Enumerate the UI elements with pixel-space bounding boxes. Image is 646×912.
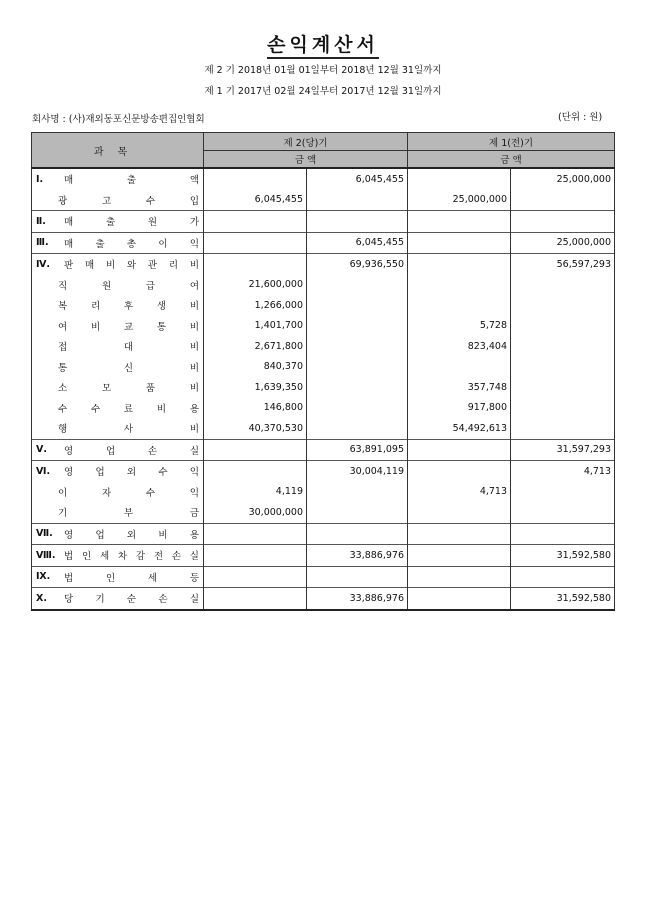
table-row <box>32 168 615 190</box>
current-total-amount <box>307 398 408 419</box>
section-number: Ⅹ. <box>36 592 47 604</box>
table-row <box>32 523 615 545</box>
current-total-amount: 6,045,455 <box>307 168 408 190</box>
account-name: 접 대 비 <box>58 342 199 354</box>
prior-total-amount: 25,000,000 <box>511 232 615 254</box>
current-total-amount <box>307 211 408 233</box>
table-row <box>32 357 615 378</box>
account-name: 광 고 수 입 <box>58 195 199 207</box>
prior-total-amount <box>511 190 615 211</box>
prior-total-amount <box>511 398 615 419</box>
section-number: Ⅷ. <box>36 549 56 561</box>
prior-detail-amount <box>408 566 511 588</box>
prior-detail-amount <box>408 439 511 461</box>
prior-total-amount: 31,592,580 <box>511 588 615 610</box>
account-name: 행 사 비 <box>58 424 199 436</box>
header-account: 과목 <box>32 133 204 169</box>
current-detail-amount <box>204 211 307 233</box>
current-total-amount <box>307 275 408 296</box>
table-row <box>32 211 615 233</box>
prior-total-amount <box>511 418 615 439</box>
income-statement-table <box>31 132 615 611</box>
prior-total-amount <box>511 502 615 523</box>
account-cell <box>32 461 204 482</box>
account-name: 영 업 외 수 익 <box>64 467 199 479</box>
prior-total-amount <box>511 566 615 588</box>
current-detail-amount: 1,639,350 <box>204 377 307 398</box>
table-row <box>32 482 615 503</box>
current-detail-amount: 1,266,000 <box>204 295 307 316</box>
current-total-amount <box>307 357 408 378</box>
current-total-amount: 69,936,550 <box>307 254 408 275</box>
prior-total-amount: 31,592,580 <box>511 545 615 567</box>
account-cell <box>32 566 204 588</box>
table-row <box>32 254 615 275</box>
table-row <box>32 566 615 588</box>
table-row <box>32 418 615 439</box>
prior-detail-amount: 357,748 <box>408 377 511 398</box>
prior-detail-amount <box>408 211 511 233</box>
prior-detail-amount <box>408 232 511 254</box>
prior-detail-amount <box>408 502 511 523</box>
prior-total-amount <box>511 336 615 357</box>
section-number: Ⅶ. <box>36 528 53 540</box>
current-detail-amount: 6,045,455 <box>204 190 307 211</box>
table-row <box>32 275 615 296</box>
current-total-amount <box>307 418 408 439</box>
current-detail-amount: 2,671,800 <box>204 336 307 357</box>
section-number: Ⅰ. <box>36 173 44 185</box>
account-name: 매 출 총 이 익 <box>64 238 199 250</box>
prior-detail-amount <box>408 295 511 316</box>
current-total-amount: 63,891,095 <box>307 439 408 461</box>
prior-total-amount: 31,597,293 <box>511 439 615 461</box>
period-current: 제 2 기 2018년 01월 01일부터 2018년 12월 31일까지 <box>204 65 442 76</box>
prior-detail-amount: 823,404 <box>408 336 511 357</box>
header-prior-period: 제 1(전)기 <box>408 133 615 151</box>
period-prior: 제 1 기 2017년 02월 24일부터 2017년 12월 31일까지 <box>204 86 442 97</box>
account-cell <box>32 190 204 211</box>
account-name: 당 기 순 손 실 <box>64 594 199 606</box>
current-total-amount <box>307 377 408 398</box>
account-cell <box>32 211 204 233</box>
account-name: 소 모 품 비 <box>58 383 199 395</box>
account-cell <box>32 482 204 503</box>
prior-total-amount <box>511 357 615 378</box>
prior-total-amount <box>511 295 615 316</box>
account-name: 매 출 원 가 <box>64 217 199 229</box>
account-cell <box>32 523 204 545</box>
header-amount-prior: 금 액 <box>408 151 615 169</box>
document-title-text: 손익계산서 <box>267 34 379 59</box>
prior-detail-amount <box>408 545 511 567</box>
table-row <box>32 545 615 567</box>
prior-total-amount: 25,000,000 <box>511 168 615 190</box>
section-number: Ⅳ. <box>36 258 51 270</box>
prior-detail-amount: 25,000,000 <box>408 190 511 211</box>
table-row <box>32 398 615 419</box>
account-name: 수 수 료 비 용 <box>58 403 199 415</box>
section-number: Ⅴ. <box>36 444 47 456</box>
current-detail-amount: 30,000,000 <box>204 502 307 523</box>
current-total-amount: 6,045,455 <box>307 232 408 254</box>
table-row <box>32 439 615 461</box>
account-cell <box>32 502 204 523</box>
table-row <box>32 232 615 254</box>
section-number: Ⅵ. <box>36 465 51 477</box>
current-total-amount <box>307 336 408 357</box>
account-name: 판 매 비 와 관 리 비 <box>64 260 199 272</box>
prior-detail-amount: 5,728 <box>408 316 511 337</box>
table-row <box>32 295 615 316</box>
account-cell <box>32 232 204 254</box>
current-detail-amount <box>204 439 307 461</box>
prior-detail-amount <box>408 275 511 296</box>
company-name: 회사명 : (사)재외동포신문방송편집인협회 <box>32 114 205 125</box>
current-detail-amount: 40,370,530 <box>204 418 307 439</box>
table-row <box>32 377 615 398</box>
current-total-amount <box>307 502 408 523</box>
table-row <box>32 190 615 211</box>
prior-detail-amount <box>408 461 511 482</box>
current-detail-amount <box>204 523 307 545</box>
table-row <box>32 588 615 610</box>
table-row <box>32 336 615 357</box>
account-cell <box>32 588 204 610</box>
current-detail-amount <box>204 461 307 482</box>
current-total-amount <box>307 190 408 211</box>
account-name: 직 원 급 여 <box>58 280 199 292</box>
header-amount-current: 금 액 <box>204 151 408 169</box>
account-cell <box>32 357 204 378</box>
account-name: 법 인 세 등 <box>64 572 199 584</box>
currency-unit: (단위 : 원) <box>558 112 603 123</box>
account-name: 이 자 수 익 <box>58 487 199 499</box>
table-body <box>32 168 615 610</box>
section-number: Ⅲ. <box>36 237 49 249</box>
current-total-amount <box>307 316 408 337</box>
account-name: 기 부 금 <box>58 508 199 520</box>
prior-detail-amount <box>408 523 511 545</box>
account-cell <box>32 545 204 567</box>
account-cell <box>32 295 204 316</box>
account-cell <box>32 336 204 357</box>
section-number: Ⅸ. <box>36 571 51 583</box>
current-detail-amount <box>204 545 307 567</box>
account-cell <box>32 398 204 419</box>
current-total-amount: 33,886,976 <box>307 545 408 567</box>
table-row <box>32 502 615 523</box>
account-cell <box>32 168 204 190</box>
account-cell <box>32 254 204 275</box>
current-detail-amount: 4,119 <box>204 482 307 503</box>
current-total-amount: 30,004,119 <box>307 461 408 482</box>
prior-total-amount <box>511 482 615 503</box>
document-title <box>0 30 646 57</box>
current-detail-amount: 1,401,700 <box>204 316 307 337</box>
prior-detail-amount <box>408 588 511 610</box>
account-cell <box>32 377 204 398</box>
prior-detail-amount <box>408 254 511 275</box>
current-detail-amount <box>204 588 307 610</box>
prior-detail-amount: 54,492,613 <box>408 418 511 439</box>
account-name: 여 비 교 통 비 <box>58 321 199 333</box>
prior-detail-amount: 4,713 <box>408 482 511 503</box>
prior-total-amount: 4,713 <box>511 461 615 482</box>
table-row <box>32 316 615 337</box>
current-detail-amount <box>204 232 307 254</box>
current-detail-amount: 146,800 <box>204 398 307 419</box>
account-cell <box>32 316 204 337</box>
account-name: 영 업 외 비 용 <box>64 529 199 541</box>
header-current-period: 제 2(당)기 <box>204 133 408 151</box>
current-detail-amount: 840,370 <box>204 357 307 378</box>
current-detail-amount: 21,600,000 <box>204 275 307 296</box>
current-total-amount <box>307 482 408 503</box>
prior-total-amount <box>511 523 615 545</box>
prior-total-amount <box>511 316 615 337</box>
account-cell <box>32 275 204 296</box>
prior-total-amount <box>511 211 615 233</box>
account-name: 매 출 액 <box>64 175 199 187</box>
account-name: 영 업 손 실 <box>64 445 199 457</box>
account-name: 법 인 세 차 감 전 손 실 <box>64 551 199 563</box>
current-total-amount: 33,886,976 <box>307 588 408 610</box>
current-detail-amount <box>204 566 307 588</box>
prior-detail-amount: 917,800 <box>408 398 511 419</box>
prior-total-amount <box>511 275 615 296</box>
table-row <box>32 461 615 482</box>
prior-detail-amount <box>408 168 511 190</box>
current-detail-amount <box>204 168 307 190</box>
current-total-amount <box>307 295 408 316</box>
prior-total-amount <box>511 377 615 398</box>
current-total-amount <box>307 566 408 588</box>
account-cell <box>32 439 204 461</box>
account-name: 통 신 비 <box>58 362 199 374</box>
current-total-amount <box>307 523 408 545</box>
account-cell <box>32 418 204 439</box>
prior-detail-amount <box>408 357 511 378</box>
account-name: 복 리 후 생 비 <box>58 301 199 313</box>
prior-total-amount: 56,597,293 <box>511 254 615 275</box>
section-number: Ⅱ. <box>36 215 46 227</box>
current-detail-amount <box>204 254 307 275</box>
